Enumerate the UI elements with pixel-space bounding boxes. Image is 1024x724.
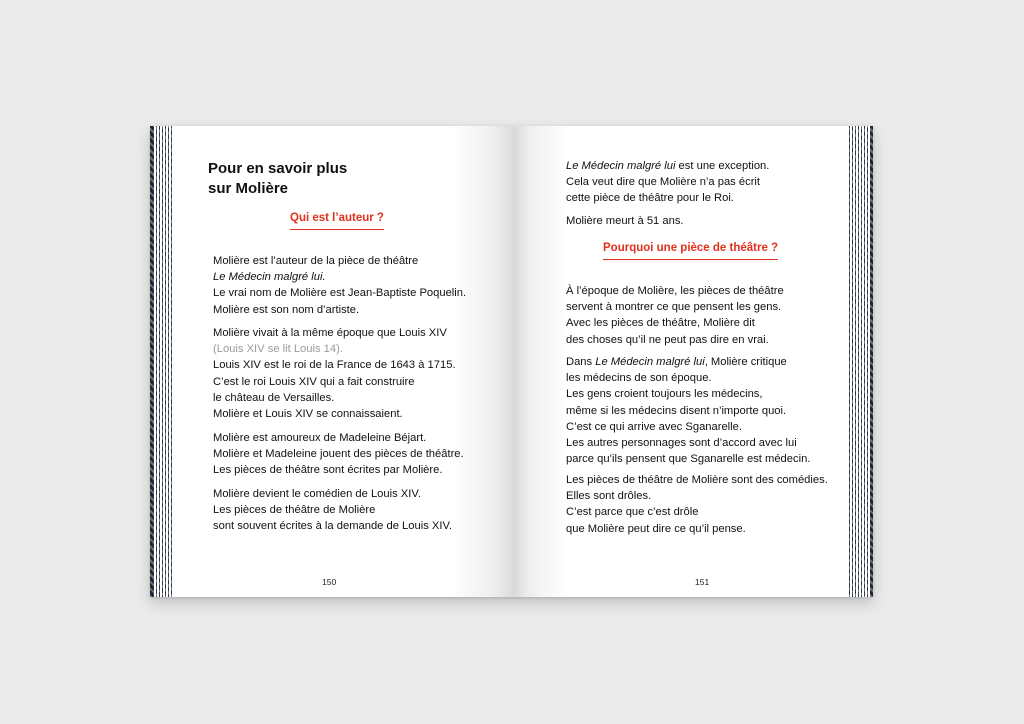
text-fragment: , Molière critique xyxy=(704,356,787,368)
text-line: cette pièce de théâtre pour le Roi. xyxy=(566,192,734,205)
text-line: sont souvent écrites à la demande de Louis XIV. xyxy=(213,520,453,533)
right-book-edge xyxy=(849,126,873,597)
text-line: Molière est son nom d’artiste. xyxy=(213,303,360,316)
text-fragment: est une exception. xyxy=(675,160,770,172)
text-line xyxy=(566,354,810,370)
text-line: Elles sont drôles. xyxy=(566,490,652,503)
text-line: Louis XIV est le roi de la France de 1643 à 1715. xyxy=(213,359,456,372)
text-line: C’est parce que c’est drôle xyxy=(566,506,699,519)
text-line: parce qu’ils pensent que Sganarelle est médecin. xyxy=(566,453,811,466)
text-line: même si les médecins disent n’importe quoi. xyxy=(566,404,787,417)
text-line: les médecins de son époque. xyxy=(566,372,712,385)
text-line: Cela veut dire que Molière n’a pas écrit xyxy=(566,176,761,189)
page-number: 150 xyxy=(322,577,337,587)
text-line xyxy=(566,158,769,174)
text-line: le château de Versailles. xyxy=(213,391,335,404)
text-line: Avec les pièces de théâtre, Molière dit xyxy=(566,317,755,330)
paragraph-madeleine xyxy=(213,430,464,479)
text-line: Molière devient le comédien de Louis XIV. xyxy=(213,488,421,500)
left-page xyxy=(174,126,513,597)
text-line: que Molière peut dire ce qu’il pense. xyxy=(566,522,746,535)
book-title-italic: Le Médecin malgré lui xyxy=(595,356,705,368)
text-line: Molière et Louis XIV se connaissaient. xyxy=(213,408,403,421)
page-number: 151 xyxy=(695,577,710,587)
text-line: servent à montrer ce que pensent les gens. xyxy=(566,301,782,314)
page-title-line: Pour en savoir plus xyxy=(208,160,348,177)
paragraph-comedies xyxy=(566,472,828,537)
text-line-italic: Le Médecin malgré lui. xyxy=(213,271,326,284)
text-line: Les pièces de théâtre sont écrites par Molière. xyxy=(213,464,443,477)
paragraph-death xyxy=(566,213,684,229)
right-page xyxy=(513,126,849,597)
text-line: Molière est amoureux de Madeleine Béjart. xyxy=(213,432,427,444)
text-line: Les pièces de théâtre de Molière sont des comédies. xyxy=(566,474,828,486)
paragraph-comedien xyxy=(213,486,452,535)
pronunciation-note: (Louis XIV se lit Louis 14). xyxy=(213,343,343,356)
text-line: Les gens croient toujours les médecins, xyxy=(566,388,763,401)
paragraph-author xyxy=(213,253,466,318)
text-line: C’est ce qui arrive avec Sganarelle. xyxy=(566,420,742,433)
text-line: C’est le roi Louis XIV qui a fait construire xyxy=(213,375,415,388)
text-line: Molière et Madeleine jouent des pièces de théâtre. xyxy=(213,448,464,461)
paragraph-medecins xyxy=(566,354,810,467)
book-title-italic: Le Médecin malgré lui xyxy=(566,160,676,172)
paragraph-louis-xiv xyxy=(213,325,456,422)
text-line: Molière vivait à la même époque que Louis XIV xyxy=(213,327,447,339)
text-line: Molière meurt à 51 ans. xyxy=(566,215,684,227)
right-binding-strip xyxy=(870,126,873,597)
left-book-edge xyxy=(150,126,174,597)
text-line: Le vrai nom de Molière est Jean-Baptiste Poquelin. xyxy=(213,287,467,300)
paragraph-exception xyxy=(566,158,769,207)
page-title xyxy=(208,159,347,199)
left-binding-strip xyxy=(150,126,153,597)
open-book xyxy=(150,126,873,597)
text-line: Molière est l’auteur de la pièce de théâtre xyxy=(213,255,419,267)
section-heading-why-theatre: Pourquoi une pièce de théâtre ? xyxy=(603,241,778,260)
page-title-line: sur Molière xyxy=(208,180,289,197)
text-fragment: Dans xyxy=(566,356,596,368)
paragraph-epoque xyxy=(566,283,784,348)
section-heading-author: Qui est l’auteur ? xyxy=(290,211,384,230)
text-line: Les autres personnages sont d’accord avec lui xyxy=(566,437,797,450)
text-line: Les pièces de théâtre de Molière xyxy=(213,504,376,517)
text-line: À l’époque de Molière, les pièces de théâtre xyxy=(566,285,784,297)
text-line: des choses qu’il ne peut pas dire en vrai. xyxy=(566,333,769,346)
